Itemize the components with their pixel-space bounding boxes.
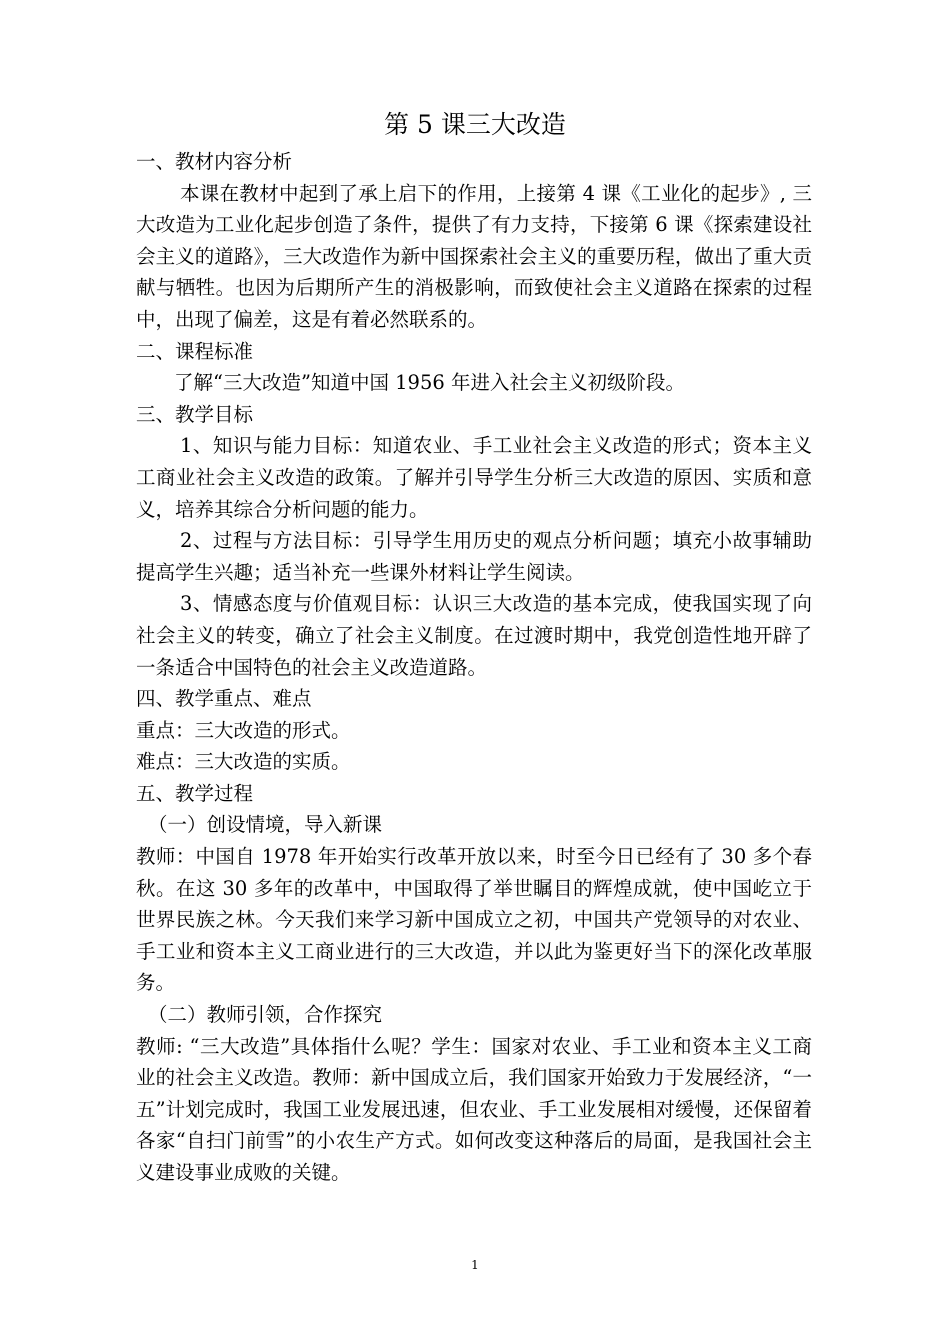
paragraph: 了解“三大改造”知道中国 1956 年进入社会主义初级阶段。 [174, 371, 685, 395]
paragraph: 难点：三大改造的实质。 [136, 750, 351, 774]
section-heading: 二、课程标准 [136, 339, 254, 363]
subsection-heading: （二）教师引领，合作探究 [148, 1003, 383, 1027]
section-heading: 四、教学重点、难点 [136, 687, 312, 711]
paragraph: 本课在教材中起到了承上启下的作用，上接第 4 课《工业化的起步》, 三大改造为工业化起步创造了条件，提供了有力支持，下接第 6 课《探索建设社会主义的道路》，三大改造作为新中国探索社会主义的重要历程，做出了重大贡献与牺牲。也因为后期所产生的消极影响，而致使社会主义道路在探索的过程中，出现了偏差，这是有着必然联系的。 [136, 181, 812, 331]
document-body [136, 146, 812, 1189]
section-heading: 五、教学过程 [136, 781, 254, 805]
paragraph: 2、过程与方法目标：引导学生用历史的观点分析问题；填充小故事辅助提高学生兴趣；适当补充一些课外材料让学生阅读。 [136, 529, 812, 584]
page-title: 第 5 课三大改造 [384, 110, 566, 139]
paragraph: 教师: “三大改造”具体指什么呢？学生：国家对农业、手工业和资本主义工商业的社会主义改造。教师：新中国成立后，我们国家开始致力于发展经济，“一五”计划完成时，我国工业发展迅速，但农业、手工业发展相对缓慢，还保留着各家“自扫门前雪”的小农生产方式。如何改变这种落后的局面，是我国社会主义建设事业成败的关键。 [136, 1034, 812, 1184]
paragraph: 1、知识与能力目标：知道农业、手工业社会主义改造的形式；资本主义工商业社会主义改造的政策。了解并引导学生分析三大改造的原因、实质和意义，培养其综合分析问题的能力。 [136, 434, 812, 521]
page-number: 1 [471, 1258, 479, 1272]
paragraph: 3、情感态度与价值观目标：认识三大改造的基本完成，使我国实现了向社会主义的转变，确立了社会主义制度。在过渡时期中，我党创造性地开辟了一条适合中国特色的社会主义改造道路。 [136, 592, 812, 679]
section-heading: 三、教学目标 [136, 402, 254, 426]
section-heading: 一、教材内容分析 [136, 150, 293, 173]
paragraph: 教师：中国自 1978 年开始实行改革开放以来，时至今日已经有了 30 多个春秋。在这 30 多年的改革中，中国取得了举世瞩目的辉煌成就，使中国屹立于世界民族之林。今天我们来学习新中国成立之初，中国共产党领导的对农业、手工业和资本主义工商业进行的三大改造，并以此为鉴更好当下的深化改革服务。 [136, 845, 812, 995]
subsection-heading: （一）创设情境，导入新课 [148, 813, 383, 837]
paragraph: 重点：三大改造的形式。 [136, 718, 351, 742]
